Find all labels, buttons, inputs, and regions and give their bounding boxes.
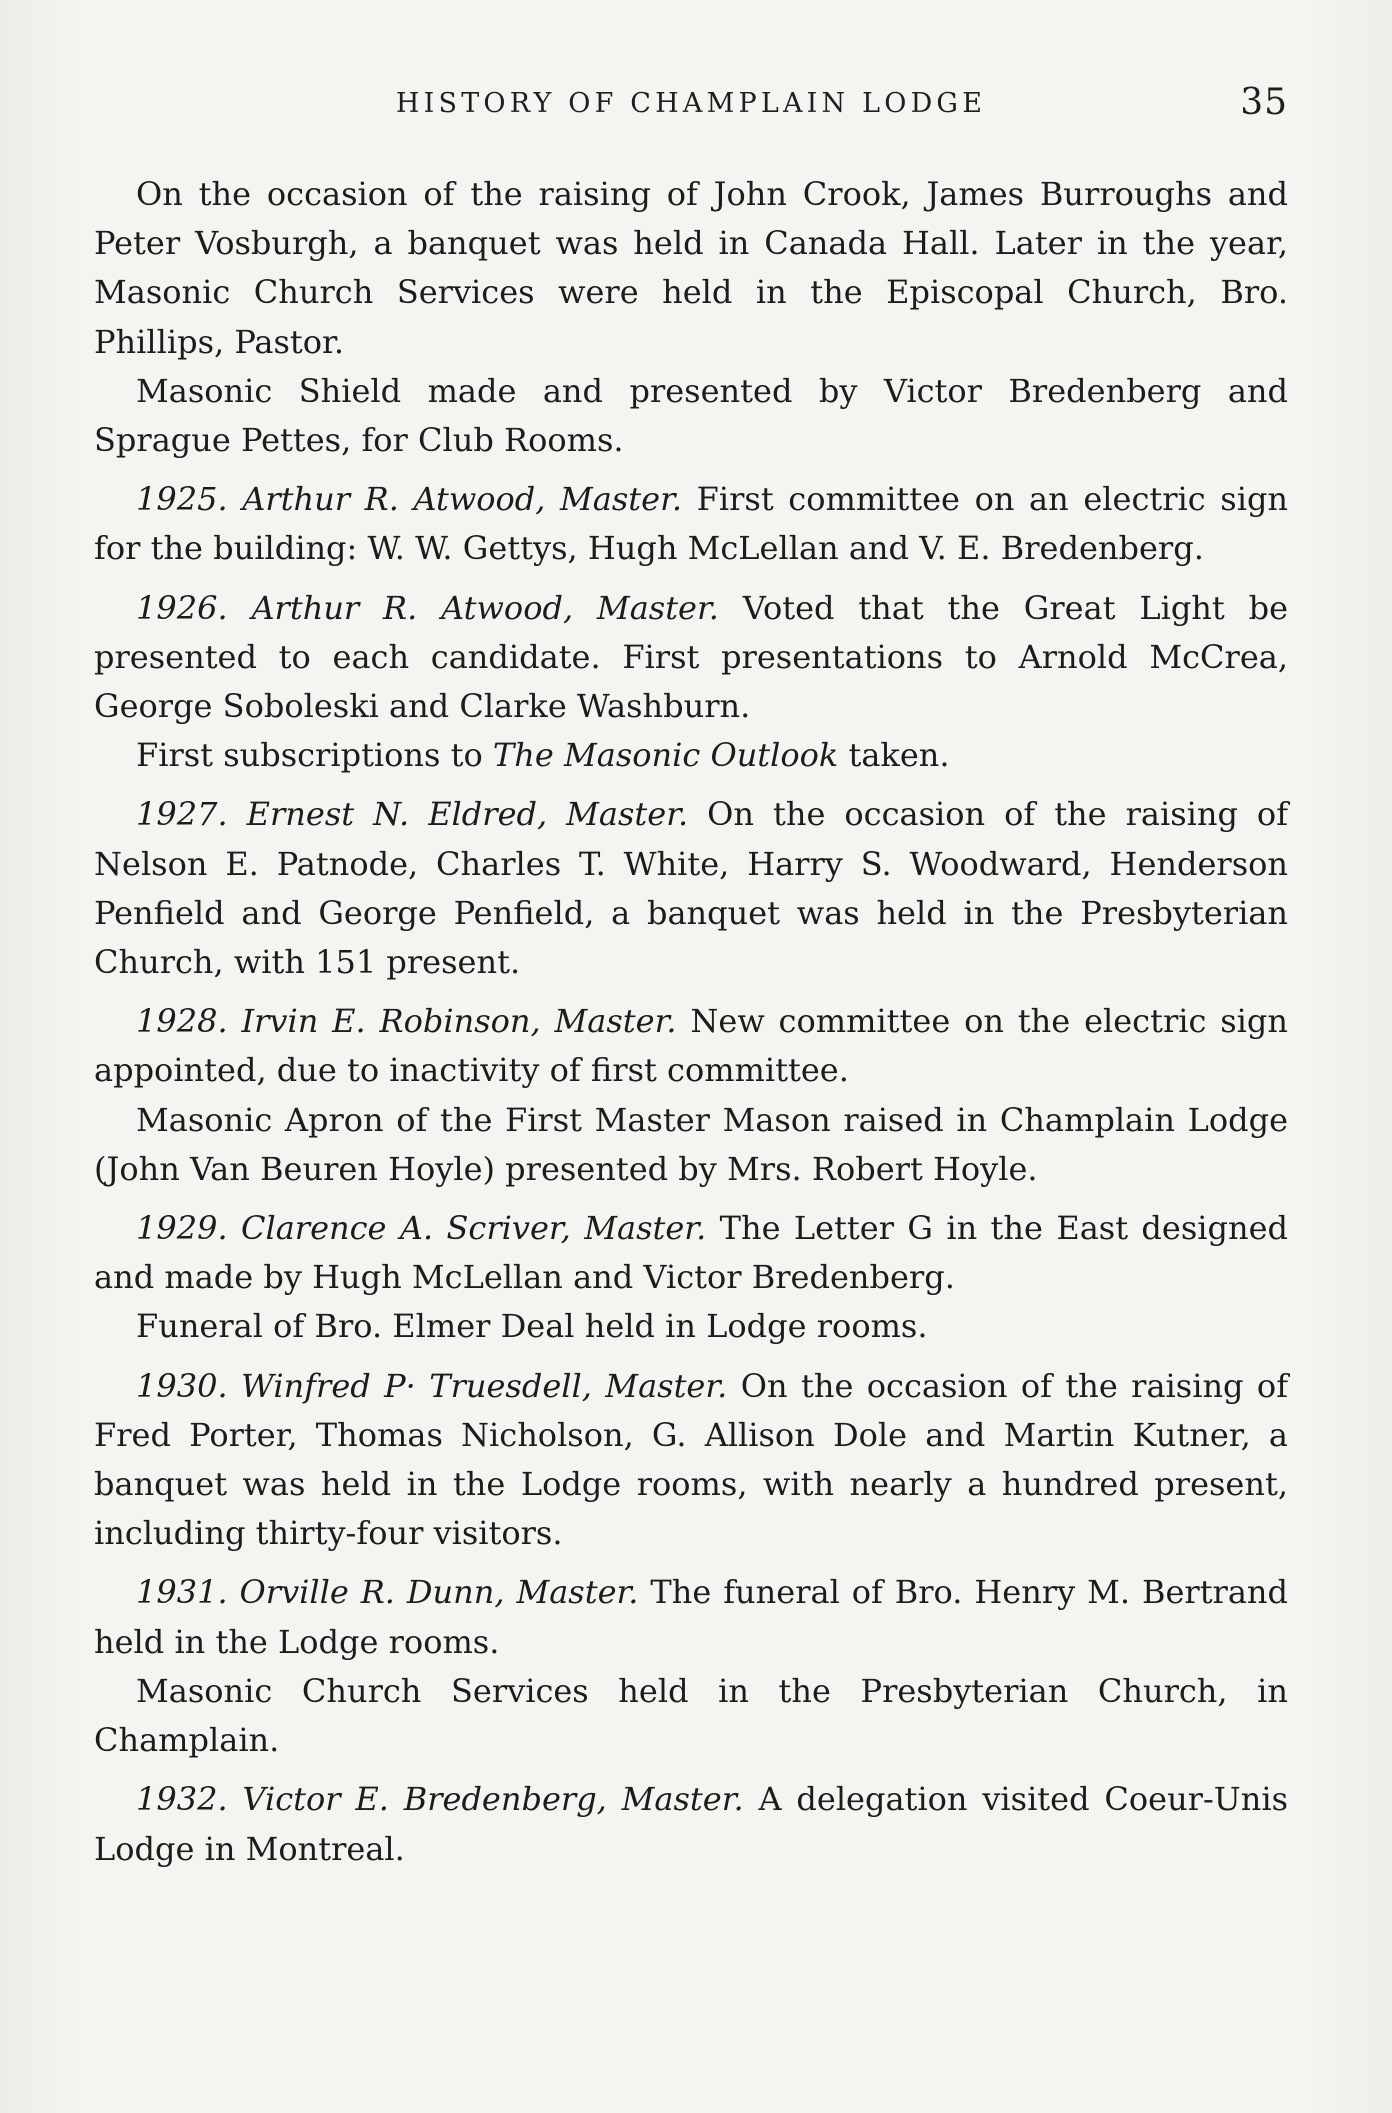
paragraph-text: Masonic Shield made and presented by Victor Bredenberg and Sprague Pettes, for Club Rooms. [94,371,1288,460]
entry-master: Arthur R. Atwood, Master. [242,480,683,519]
year-entry [94,1362,1288,1559]
paragraph [94,367,1288,465]
page-header [94,82,1288,142]
year-entry [94,475,1288,573]
entry-year: 1931. [136,1573,228,1612]
entry-year: 1926. [136,588,228,627]
year-entry [94,584,1288,732]
paragraph-text: Funeral of Bro. Elmer Deal held in Lodge rooms. [136,1307,928,1346]
paragraph-text: Masonic Apron of the First Master Mason raised in Champlain Lodge (John Van Beuren Hoyle) presented by Mrs. Robert Hoyle. [94,1100,1288,1188]
running-head: HISTORY OF CHAMPLAIN LODGE [395,88,987,119]
paragraph [94,1667,1288,1765]
entry-year: 1930. [136,1366,228,1405]
publication-title: The Masonic Outlook [492,736,839,775]
year-entry [94,1775,1288,1873]
entry-text: Voted that the Great Light be presented to each candidate. First presentations to Arnold McCrea, George Soboleski and Clarke Washburn. [94,588,1289,726]
entry-master: Winfred P· Truesdell, Master. [241,1366,728,1405]
entry-year: 1929. [136,1209,228,1248]
paragraph [94,1302,1288,1351]
paragraph-text: On the occasion of the raising of John Crook, James Burroughs and Peter Vosburgh, a banquet was held in Canada Hall. Later in the year, Masonic Church Services were held in the Episcopal Church, Bro. Phillips, Pastor. [94,175,1288,361]
year-entry [94,1568,1288,1666]
entry-master: Irvin E. Robinson, Master. [241,1002,677,1041]
entry-master: Arthur R. Atwood, Master. [251,588,719,627]
entry-text: New committee on the electric sign appointed, due to inactivity of first committee. [94,1002,1289,1090]
paragraph [94,170,1288,367]
entry-text: On the occasion of the raising of Nelson E. Patnode, Charles T. White, Harry S. Woodward, Henderson Penfield and George Penfield, a banquet was held in the Presbyterian Church, with 151 present. [94,795,1289,982]
page-number: 35 [1240,82,1288,123]
year-entry [94,790,1288,987]
paragraph-text: taken. [848,736,950,775]
entry-master: Ernest N. Eldred, Master. [246,795,689,834]
entry-year: 1925. [136,480,228,519]
entry-text: The Letter G in the East designed and made by Hugh McLellan and Victor Bredenberg. [94,1209,1289,1297]
entry-master: Orville R. Dunn, Master. [239,1573,639,1612]
entry-year: 1932. [136,1780,228,1819]
body-text [94,170,1288,1874]
year-entry [94,1204,1288,1302]
entry-year: 1928. [136,1002,228,1041]
entry-master: Victor E. Bredenberg, Master. [242,1780,744,1819]
paragraph-text: First subscriptions to [136,736,483,775]
paragraph-text: Masonic Church Services held in the Presbyterian Church, in Champlain. [94,1671,1288,1760]
entry-year: 1927. [136,795,228,834]
entry-master: Clarence A. Scriver, Master. [240,1209,707,1248]
entry-text: On the occasion of the raising of Fred Porter, Thomas Nicholson, G. Allison Dole and Martin Kutner, a banquet was held in the Lodge rooms, with nearly a hundred present, including thirty-four visitors. [94,1366,1289,1553]
entry-text: First committee on an electric sign for the building: W. W. Gettys, Hugh McLellan and V. E. Bredenberg. [94,480,1289,568]
paragraph [94,731,1288,780]
paragraph [94,1096,1288,1194]
year-entry [94,997,1288,1095]
entry-text: A delegation visited Coeur-Unis Lodge in Montreal. [94,1780,1289,1868]
entry-text: The funeral of Bro. Henry M. Bertrand held in the Lodge rooms. [94,1573,1289,1661]
